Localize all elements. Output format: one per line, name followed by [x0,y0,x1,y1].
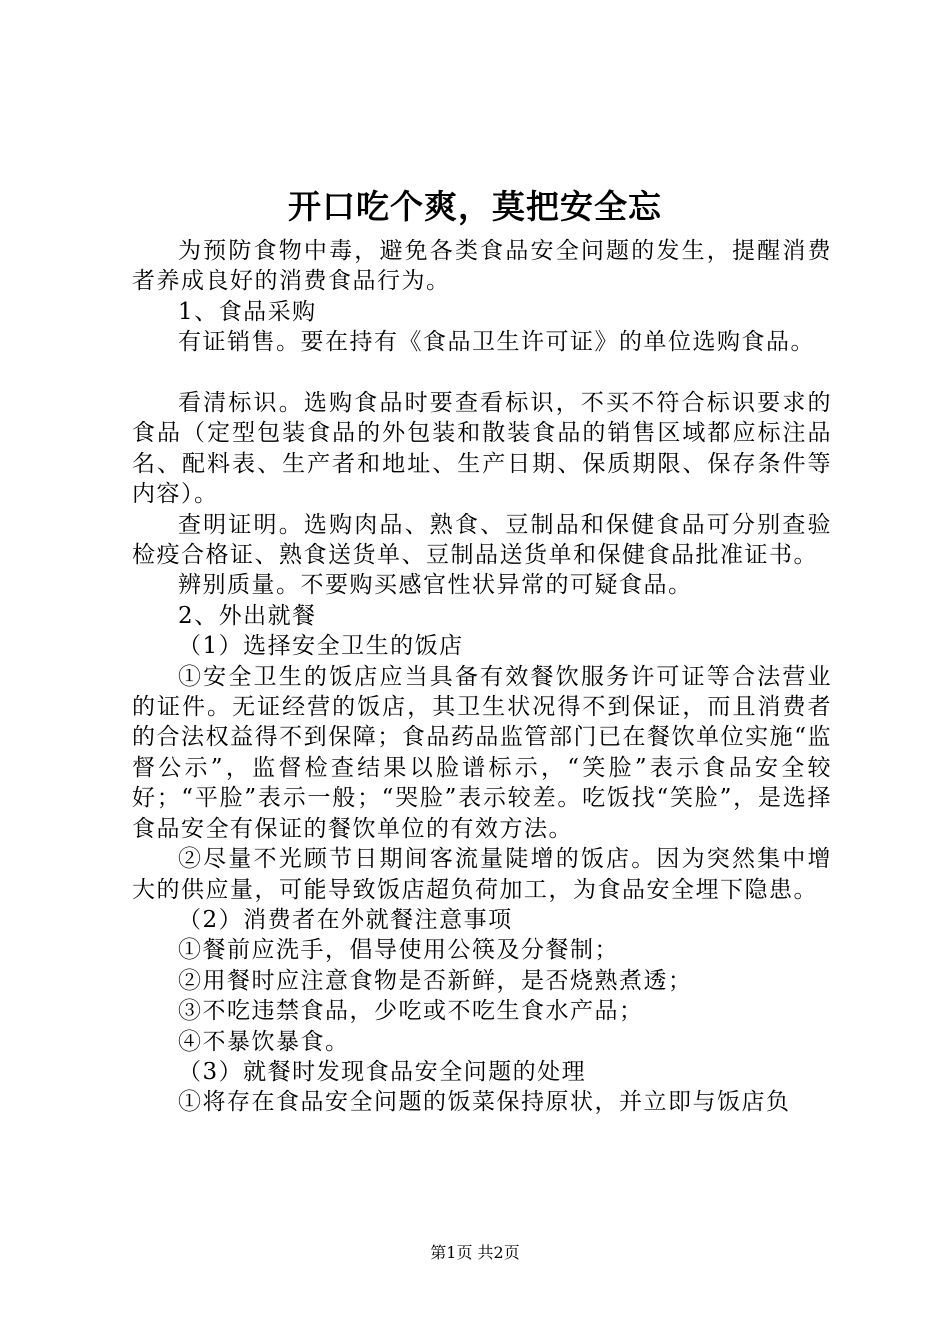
page-footer: 第1页 共2页 [430,1243,520,1262]
paragraph-check-labels: 看清标识。选购食品时要查看标识，不买不符合标识要求的食品（定型包装食品的外包装和散装食品的销售区域都应标注品名、配料表、生产者和地址、生产日期、保质期限、保存条件等内容）。 [132,390,832,508]
paragraph-check-certificates: 查明证明。选购肉品、熟食、豆制品和保健食品可分别查验检疫合格证、熟食送货单、豆制品送货单和保健食品批准证书。 [132,511,832,569]
list-item-check-freshness: ②用餐时应注意食物是否新鲜，是否烧熟煮透； [178,967,693,994]
list-item-keep-food-intact: ①将存在食品安全问题的饭菜保持原状，并立即与饭店负 [178,1089,791,1116]
list-item-wash-hands: ①餐前应洗手，倡导使用公筷及分餐制； [178,937,619,964]
paragraph-licensed-sales: 有证销售。要在持有《食品卫生许可证》的单位选购食品。 [178,329,815,356]
document-title: 开口吃个爽，莫把安全忘 [288,187,662,226]
subheading-dining-precautions: （2）消费者在外就餐注意事项 [178,906,513,933]
subheading-choose-restaurant: （1）选择安全卫生的饭店 [178,633,464,660]
list-item-avoid-prohibited-food: ③不吃违禁食品，少吃或不吃生食水产品； [178,998,644,1025]
section-heading-food-purchase: 1、食品采购 [178,298,317,325]
document-body [132,236,832,1118]
paragraph-avoid-holiday-crowds: ②尽量不光顾节日期间客流量陡增的饭店。因为突然集中增大的供应量，可能导致饭店超负荷加工，为食品安全埋下隐患。 [132,846,832,903]
list-item-no-overeating: ④不暴饮暴食。 [178,1028,350,1055]
paragraph-restaurant-license: ①安全卫生的饭店应当具备有效餐饮服务许可证等合法营业的证件。无证经营的饭店，其卫生状况得不到保证，而且消费者的合法权益得不到保障；食品药品监管部门已在餐饮单位实施“监督公示”，监督检查结果以脸谱标示，“笑脸”表示食品安全较好；“平脸”表示一般；“哭脸”表示较差。吃饭找“笑脸”，是选择食品安全有保证的餐饮单位的有效方法。 [132,663,832,842]
section-heading-dining-out: 2、外出就餐 [178,602,317,629]
subheading-handle-problems: （3）就餐时发现食品安全问题的处理 [178,1058,587,1085]
paragraph-judge-quality: 辨别质量。不要购买感官性状异常的可疑食品。 [178,572,693,599]
intro-paragraph: 为预防食物中毒，避免各类食品安全问题的发生，提醒消费者养成良好的消费食品行为。 [132,238,832,295]
